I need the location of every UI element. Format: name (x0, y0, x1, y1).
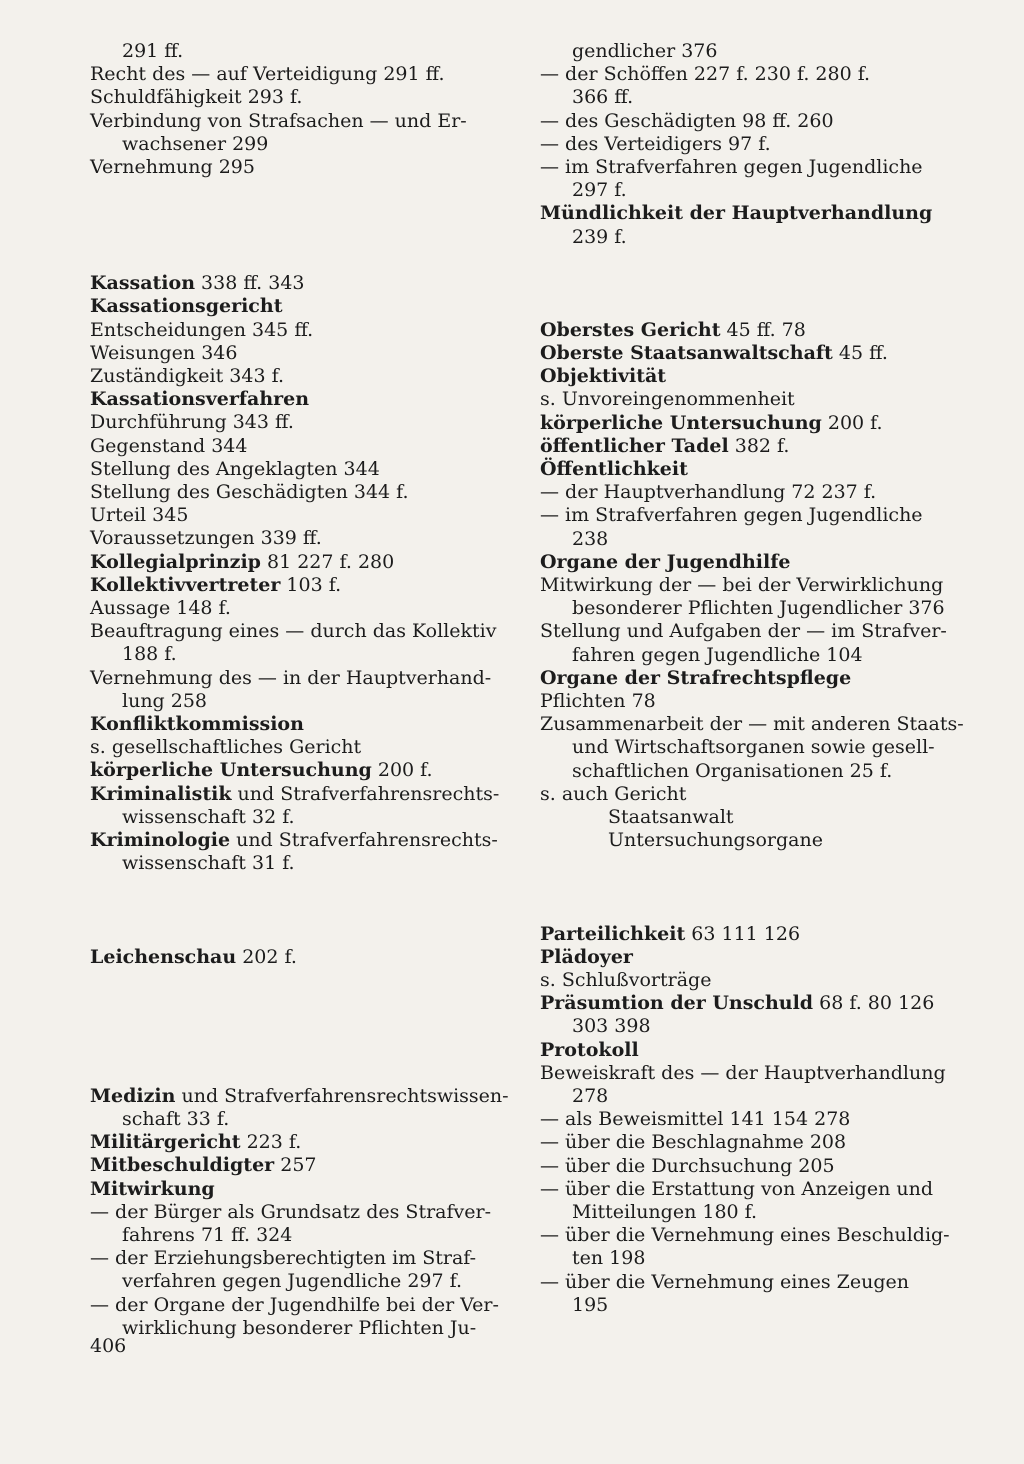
index-line: körperliche Untersuchung 200 f. (540, 411, 883, 434)
index-line: Kollektivvertreter 103 f. (90, 573, 342, 596)
index-line: Staatsanwalt (608, 806, 734, 829)
index-line: Stellung des Angeklagten 344 (90, 457, 380, 480)
index-line: Objektivität (540, 365, 667, 388)
index-line: 366 ff. (572, 86, 634, 109)
index-line: Zusammenarbeit der — mit anderen Staats- (540, 713, 964, 736)
index-line: Kollegialprinzip 81 227 f. 280 (90, 550, 395, 573)
index-line: Oberste Staatsanwaltschaft 45 ff. (540, 342, 888, 365)
index-term: öffentlicher Tadel (540, 434, 729, 457)
index-line: Mitbeschuldigter 257 (90, 1154, 317, 1177)
index-line: — der Erziehungsberechtigten im Straf- (90, 1247, 477, 1270)
index-line: Plädoyer (540, 945, 633, 968)
index-line: 239 f. (572, 225, 627, 248)
index-line: s. Schlußvorträge (540, 968, 712, 991)
index-line: Organe der Jugendhilfe (540, 550, 791, 573)
index-line: Schuldfähigkeit 293 f. (90, 86, 303, 109)
index-line: — über die Erstattung von Anzeigen und (540, 1177, 933, 1200)
index-line: fahren gegen Jugendliche 104 (572, 643, 863, 666)
index-line: Protokoll (540, 1038, 639, 1061)
index-line: Voraussetzungen 339 ff. (90, 527, 322, 550)
index-term: Kassation (90, 272, 196, 295)
index-term: Kriminalistik (90, 782, 232, 805)
index-line: Organe der Strafrechtspflege (540, 666, 852, 689)
spacer (90, 876, 515, 946)
index-line: Beweiskraft des — der Hauptverhandlung (540, 1061, 946, 1084)
index-term: Parteilichkeit (540, 922, 686, 945)
index-line: und Wirtschaftsorganen sowie gesell- (572, 736, 935, 759)
index-line: 188 f. (122, 643, 177, 666)
index-line: Zuständigkeit 343 f. (90, 365, 284, 388)
index-line: öffentlicher Tadel 382 f. (540, 434, 790, 457)
index-term: Oberstes Gericht (540, 318, 721, 341)
index-line: 291 ff. (122, 40, 184, 62)
index-line: — im Strafverfahren gegen Jugendliche (540, 504, 923, 527)
index-line: 297 f. (572, 179, 627, 202)
index-line: — der Bürger als Grundsatz des Strafver- (90, 1200, 492, 1223)
spacer (540, 853, 965, 923)
spacer (90, 1039, 515, 1085)
index-line: Stellung und Aufgaben der — im Strafver- (540, 620, 947, 643)
index-line: Medizin und Strafverfahrensrechtswissen- (90, 1084, 509, 1107)
index-line: Stellung des Geschädigten 344 f. (90, 481, 409, 504)
index-line: s. auch Gericht (540, 782, 687, 805)
index-line: Mitwirkung der — bei der Verwirklichung (540, 574, 944, 597)
index-term: Präsumtion der Unschuld (540, 992, 814, 1015)
index-line: Beauftragung eines — durch das Kollektiv (90, 620, 497, 643)
index-line: — über die Durchsuchung 205 (540, 1154, 835, 1177)
index-line: — über die Beschlagnahme 208 (540, 1131, 847, 1154)
index-term: Leichenschau (90, 945, 237, 968)
index-line: — im Strafverfahren gegen Jugendliche (540, 156, 923, 179)
index-term: Oberste Staatsanwaltschaft (540, 342, 833, 365)
index-term: körperliche Untersuchung (90, 759, 372, 782)
index-line: fahrens 71 ff. 324 (122, 1223, 293, 1246)
spacer (540, 249, 965, 319)
page-number: 406 (90, 1335, 127, 1357)
index-line: Konfliktkommission (90, 713, 304, 736)
index-line: Kriminalistik und Strafverfahrensrechts- (90, 782, 500, 805)
index-line: Leichenschau 202 f. (90, 945, 297, 968)
index-line: Aussage 148 f. (90, 597, 231, 620)
index-term: Kollektivvertreter (90, 573, 281, 596)
index-line: Mitteilungen 180 f. (572, 1200, 758, 1223)
index-line: — über die Vernehmung eines Beschuldig- (540, 1224, 950, 1247)
index-line: wachsener 299 (122, 132, 269, 155)
index-line: Kassationsverfahren (90, 388, 310, 411)
index-line: Kassationsgericht (90, 295, 283, 318)
index-line: besonderer Pflichten Jugendlicher 376 (572, 597, 945, 620)
index-column-left (90, 40, 515, 1340)
index-line: ten 198 (572, 1247, 646, 1270)
index-line: Vernehmung des — in der Hauptverhand- (90, 666, 492, 689)
spacer (90, 249, 515, 272)
index-line: Parteilichkeit 63 111 126 (540, 922, 801, 945)
spacer (90, 179, 515, 249)
index-line: Kriminologie und Strafverfahrensrechts- (90, 829, 498, 852)
index-line: 278 (572, 1084, 609, 1107)
index-line: schaftlichen Organisationen 25 f. (572, 759, 893, 782)
index-term: Kollegialprinzip (90, 550, 261, 573)
index-line: wissenschaft 31 f. (122, 852, 295, 875)
index-line: Oberstes Gericht 45 ff. 78 (540, 318, 806, 341)
index-line: Weisungen 346 (90, 341, 238, 364)
index-line: s. gesellschaftliches Gericht (90, 736, 362, 759)
index-line: wissenschaft 32 f. (122, 805, 295, 828)
index-line: Recht des — auf Verteidigung 291 ff. (90, 63, 445, 86)
index-line: Entscheidungen 345 ff. (90, 318, 314, 341)
index-line: Präsumtion der Unschuld 68 f. 80 126 (540, 992, 935, 1015)
index-line: s. Unvoreingenommenheit (540, 388, 795, 411)
index-line: 195 (572, 1293, 609, 1316)
index-line: wirklichung besonderer Pflichten Ju- (122, 1316, 477, 1339)
index-line: Gegenstand 344 (90, 434, 248, 457)
index-term: körperliche Untersuchung (540, 411, 822, 434)
index-line: Durchführung 343 ff. (90, 411, 294, 434)
index-line: Mündlichkeit der Hauptverhandlung (540, 202, 933, 225)
index-line: Pflichten 78 (540, 690, 656, 713)
index-line: lung 258 (122, 689, 208, 712)
index-line: Militärgericht 223 f. (90, 1131, 302, 1154)
index-line: körperliche Untersuchung 200 f. (90, 759, 433, 782)
index-line: Mitwirkung (90, 1177, 215, 1200)
index-line: — des Geschädigten 98 ff. 260 (540, 109, 834, 132)
index-line: gendlicher 376 (572, 40, 718, 62)
index-term: Mitbeschuldigter (90, 1154, 275, 1177)
index-line: — über die Vernehmung eines Zeugen (540, 1270, 909, 1293)
index-line: Untersuchungsorgane (608, 829, 823, 852)
index-line: verfahren gegen Jugendliche 297 f. (122, 1270, 463, 1293)
index-line: Kassation 338 ff. 343 (90, 272, 305, 295)
spacer (90, 969, 515, 1039)
index-term: Medizin (90, 1084, 176, 1107)
index-term: Kriminologie (90, 829, 231, 852)
index-line: 303 398 (572, 1015, 651, 1038)
index-line: — der Organe der Jugendhilfe bei der Ver- (90, 1293, 499, 1316)
index-line: Vernehmung 295 (90, 156, 255, 179)
index-term: Militärgericht (90, 1131, 241, 1154)
index-line: — des Verteidigers 97 f. (540, 132, 771, 155)
index-line: Öffentlichkeit (540, 458, 688, 481)
index-line: — der Schöffen 227 f. 230 f. 280 f. (540, 63, 871, 86)
index-line: schaft 33 f. (122, 1107, 230, 1130)
index-line: — der Hauptverhandlung 72 237 f. (540, 481, 877, 504)
index-line: Verbindung von Strafsachen — und Er- (90, 109, 467, 132)
index-line: 238 (572, 527, 609, 550)
index-column-right (540, 40, 965, 1317)
index-line: Urteil 345 (90, 504, 189, 527)
index-line: — als Beweismittel 141 154 278 (540, 1108, 851, 1131)
